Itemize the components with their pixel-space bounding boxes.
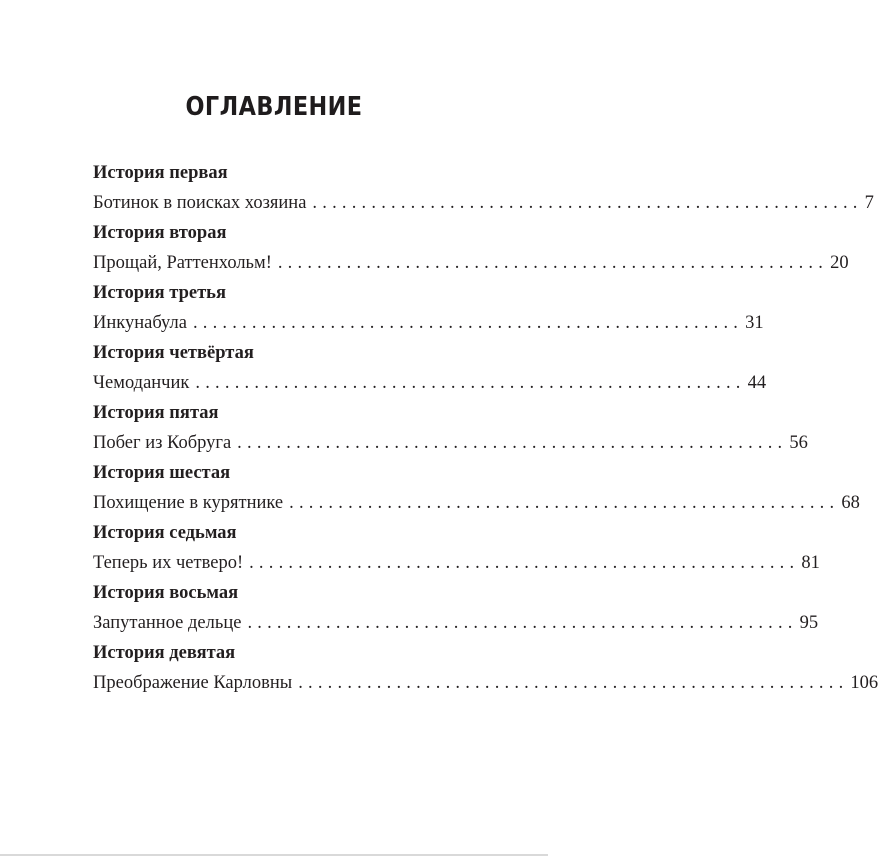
page-number: 56 [789,433,808,453]
toc-title: ОГЛАВЛЕНИЕ [185,92,363,122]
toc-section [93,578,819,638]
entry-title: Инкунабула [93,313,187,333]
story-heading: История первая [93,163,228,183]
table-of-contents [93,158,878,698]
toc-section [93,218,849,278]
toc-entry[interactable] [93,608,819,638]
page-number: 106 [850,673,878,693]
entry-title: Похищение в курятнике [93,493,284,513]
dot-leader: ........................................................ [312,193,863,213]
story-heading: История вторая [93,223,227,243]
toc-section [93,278,764,338]
toc-section [93,158,874,218]
dot-leader: ........................................................ [237,433,788,453]
page-number: 95 [799,613,819,633]
toc-entry[interactable] [93,308,764,338]
dot-leader: ........................................................ [298,673,849,693]
dot-leader: ........................................................ [289,493,840,513]
dot-leader: ........................................................ [249,553,800,573]
toc-entry[interactable] [93,188,874,218]
toc-section [93,458,860,518]
dot-leader: ........................................................ [192,313,744,333]
toc-section [93,338,767,398]
entry-title: Чемоданчик [93,373,190,393]
page-number: 68 [841,493,860,513]
page-number: 7 [864,193,874,213]
toc-entry[interactable] [93,488,860,518]
toc-section [93,638,878,698]
entry-title: Преображение Карловны [93,673,293,693]
toc-section [93,398,808,458]
toc-entry[interactable] [93,428,808,458]
story-heading: История шестая [93,463,231,483]
entry-title: Запутанное дельце [93,613,242,633]
story-heading: История третья [93,283,226,303]
story-heading: История пятая [93,403,219,423]
toc-entry[interactable] [93,248,849,278]
story-heading: История седьмая [93,523,237,543]
dot-leader: ........................................................ [277,253,829,273]
page-number: 44 [747,373,767,393]
story-heading: История восьмая [93,583,239,603]
entry-title: Прощай, Раттенхольм! [93,253,272,273]
entry-title: Побег из Кобруга [93,433,232,453]
dot-leader: ........................................................ [247,613,798,633]
page-number: 20 [830,253,849,273]
toc-section [93,518,820,578]
toc-entry[interactable] [93,668,878,698]
page-number: 81 [801,553,820,573]
dot-leader: ........................................................ [195,373,746,393]
story-heading: История четвёртая [93,343,254,363]
toc-entry[interactable] [93,548,820,578]
page-number: 31 [745,313,764,333]
story-heading: История девятая [93,643,236,663]
entry-title: Ботинок в поисках хозяина [93,193,307,213]
toc-entry[interactable] [93,368,767,398]
entry-title: Теперь их четверо! [93,553,244,573]
